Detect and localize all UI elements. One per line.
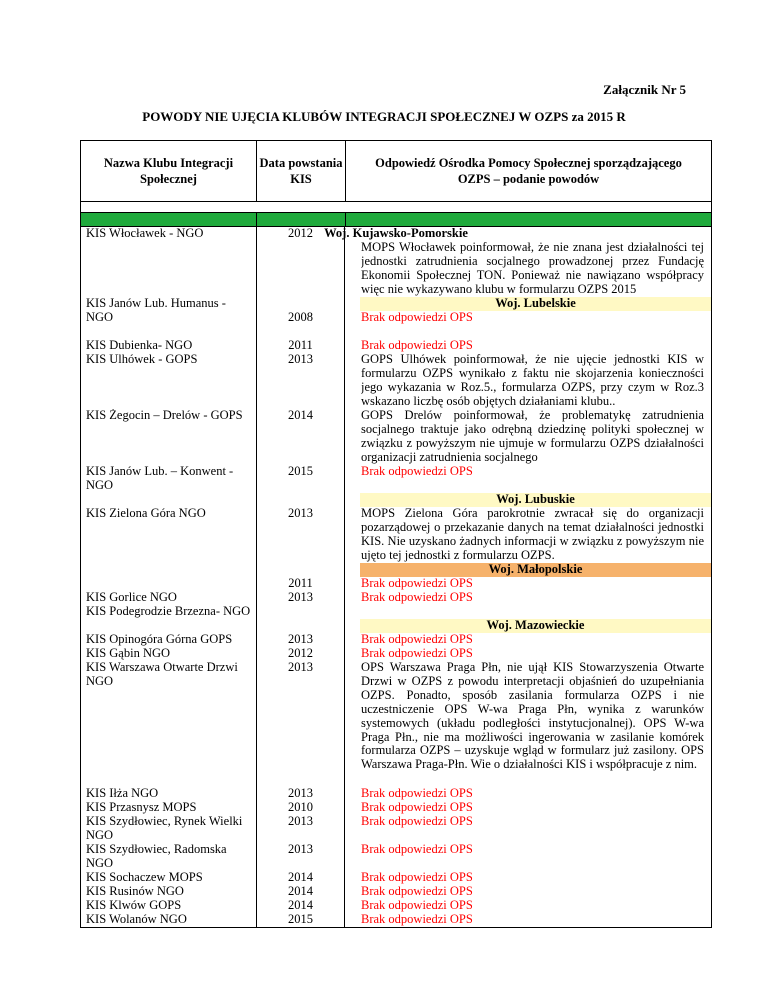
founding-year: 2015: [288, 912, 313, 926]
club-name: KIS Janów Lub. Humanus - NGO: [86, 297, 226, 324]
club-name: KIS Gorlice NGO: [86, 591, 177, 604]
region-band-kujawsko-pomorskie: Woj. Kujawsko-Pomorskie: [324, 226, 468, 240]
ops-response: Brak odpowiedzi OPS: [361, 815, 473, 828]
founding-year: 2013: [288, 842, 313, 856]
ops-response: Brak odpowiedzi OPS: [361, 899, 473, 912]
table-body: [80, 226, 712, 928]
region-band-mazowieckie: Woj. Mazowieckie: [360, 619, 711, 633]
ops-response: MOPS Zielona Góra parokrotnie zwracał się do organizacji pozarządowej o przekazanie danych na temat działalności jednostki KIS. Nie uzyskano żadnych informacji w związku z powyższym nie ujęto tej jednostki z formularzu OZPS.: [361, 507, 704, 562]
header-founding-date: Data powstania KIS: [257, 141, 346, 201]
annex-label: Załącznik Nr 5: [603, 82, 686, 97]
ops-response: Brak odpowiedzi OPS: [361, 913, 473, 926]
founding-year: 2013: [288, 352, 313, 366]
region-band-malopolskie: Woj. Małopolskie: [360, 563, 711, 577]
ops-response: OPS Warszawa Praga Płn, nie ujął KIS Stowarzyszenia Otwarte Drzwi w OZPS z powodu interpretacji objaśnień do uzupełniania OZPS. Ponadto, sposób zasilania formularza OZPS i nie uczestniczenie OPS W-wa Praga Płn, wynika z warunków systemowych (układu podległości instytucjonalnej). OPS W-wa Praga Płn., nie ma możliwości ingerowania w zasilanie komórek formularza OZPS – uzyskuje wgląd w formularz już zasilony. OPS Warszawa Praga-Płn. Wie o działalności KIS i współpracuje z nim.: [361, 661, 704, 772]
founding-year: 2013: [288, 506, 313, 520]
ops-response: Brak odpowiedzi OPS: [361, 311, 473, 324]
club-name: KIS Iłża NGO: [86, 787, 159, 800]
founding-year: 2011: [288, 576, 313, 590]
club-name: KIS Warszawa Otwarte Drzwi NGO: [86, 661, 238, 688]
region-band-lubelskie: Woj. Lubelskie: [360, 297, 711, 311]
founding-year: 2013: [288, 660, 313, 674]
founding-year: 2011: [288, 338, 313, 352]
ops-response: Brak odpowiedzi OPS: [361, 843, 473, 856]
document-title: POWODY NIE UJĘCIA KLUBÓW INTEGRACJI SPOŁECZNEJ W OZPS za 2015 R: [142, 109, 626, 124]
club-name: KIS Rusinów NGO: [86, 885, 184, 898]
club-name: KIS Janów Lub. – Konwent - NGO: [86, 465, 234, 492]
kis-table: [80, 140, 712, 928]
ops-response: Brak odpowiedzi OPS: [361, 465, 473, 478]
founding-year: 2010: [288, 800, 313, 814]
founding-year: 2014: [288, 870, 313, 884]
ops-response: GOPS Drelów poinformował, że problematykę zatrudnienia socjalnego traktuje jako odrębną dziedzinę polityki społecznej w związku z powyższym nie ujmuje w formularzu OZPS działalności organizacji zatrudnienia socjalnego: [361, 409, 704, 464]
founding-year: 2014: [288, 408, 313, 422]
club-name: KIS Dubienka- NGO: [86, 339, 193, 352]
ops-response: Brak odpowiedzi OPS: [361, 633, 473, 646]
ops-response: GOPS Ulhówek poinformował, że nie ujęcie jednostki KIS w formularzu OZPS wynikało z faktu nie skojarzenia konieczności jego wykazania w Roz.5., formularza OZPS, przy czym w Roz.3 wskazano liczbę osób objętych działaniami klubu..: [361, 353, 704, 408]
ops-response: Brak odpowiedzi OPS: [361, 801, 473, 814]
header-club-name: Nazwa Klubu Integracji Społecznej: [81, 141, 257, 201]
club-name: KIS Włocławek - NGO: [86, 227, 204, 240]
ops-response: Brak odpowiedzi OPS: [361, 647, 473, 660]
table-header: [80, 140, 712, 201]
ops-response: Brak odpowiedzi OPS: [361, 577, 473, 590]
club-name: KIS Klwów GOPS: [86, 899, 182, 912]
ops-response: Brak odpowiedzi OPS: [361, 871, 473, 884]
club-name: KIS Przasnysz MOPS: [86, 801, 197, 814]
founding-year: 2013: [288, 814, 313, 828]
club-name: KIS Podegrodzie Brzezna- NGO: [86, 605, 251, 618]
club-name: KIS Ulhówek - GOPS: [86, 353, 198, 366]
club-name: KIS Żegocin – Drelów - GOPS: [86, 409, 243, 422]
founding-year: 2014: [288, 884, 313, 898]
green-separator-row: [80, 212, 712, 226]
ops-response: Brak odpowiedzi OPS: [361, 339, 473, 352]
founding-year: 2014: [288, 898, 313, 912]
ops-response: Brak odpowiedzi OPS: [361, 591, 473, 604]
header-spacer: [80, 201, 712, 212]
header-ops-response: Odpowiedź Ośrodka Pomocy Społecznej sporządzającego OZPS – podanie powodów: [375, 156, 682, 186]
founding-year: 2013: [288, 590, 313, 604]
founding-year: 2008: [288, 310, 313, 324]
club-name: KIS Opinogóra Górna GOPS: [86, 633, 233, 646]
club-name: KIS Szydłowiec, Rynek Wielki NGO: [86, 815, 243, 842]
founding-year: 2012: [288, 226, 313, 240]
club-name: KIS Zielona Góra NGO: [86, 507, 206, 520]
ops-response: Brak odpowiedzi OPS: [361, 787, 473, 800]
club-name: KIS Gąbin NGO: [86, 647, 171, 660]
ops-response: MOPS Włocławek poinformował, że nie znana jest działalności tej jednostki zatrudnienia socjalnego prowadzonej przez Fundację Ekonomii Społecznej TON. Ponieważ nie nawiązano współpracy więc nie wykazywano klubu w formularzu OZPS 2015: [361, 241, 704, 296]
founding-year: 2013: [288, 786, 313, 800]
club-name: KIS Sochaczew MOPS: [86, 871, 203, 884]
region-band-lubuskie: Woj. Lubuskie: [360, 493, 711, 507]
column-divider: [344, 227, 345, 927]
ops-response: Brak odpowiedzi OPS: [361, 885, 473, 898]
founding-year: 2015: [288, 464, 313, 478]
founding-year: 2012: [288, 646, 313, 660]
club-name: KIS Wolanów NGO: [86, 913, 187, 926]
club-name: KIS Szydłowiec, Radomska NGO: [86, 843, 227, 870]
founding-year: 2013: [288, 632, 313, 646]
